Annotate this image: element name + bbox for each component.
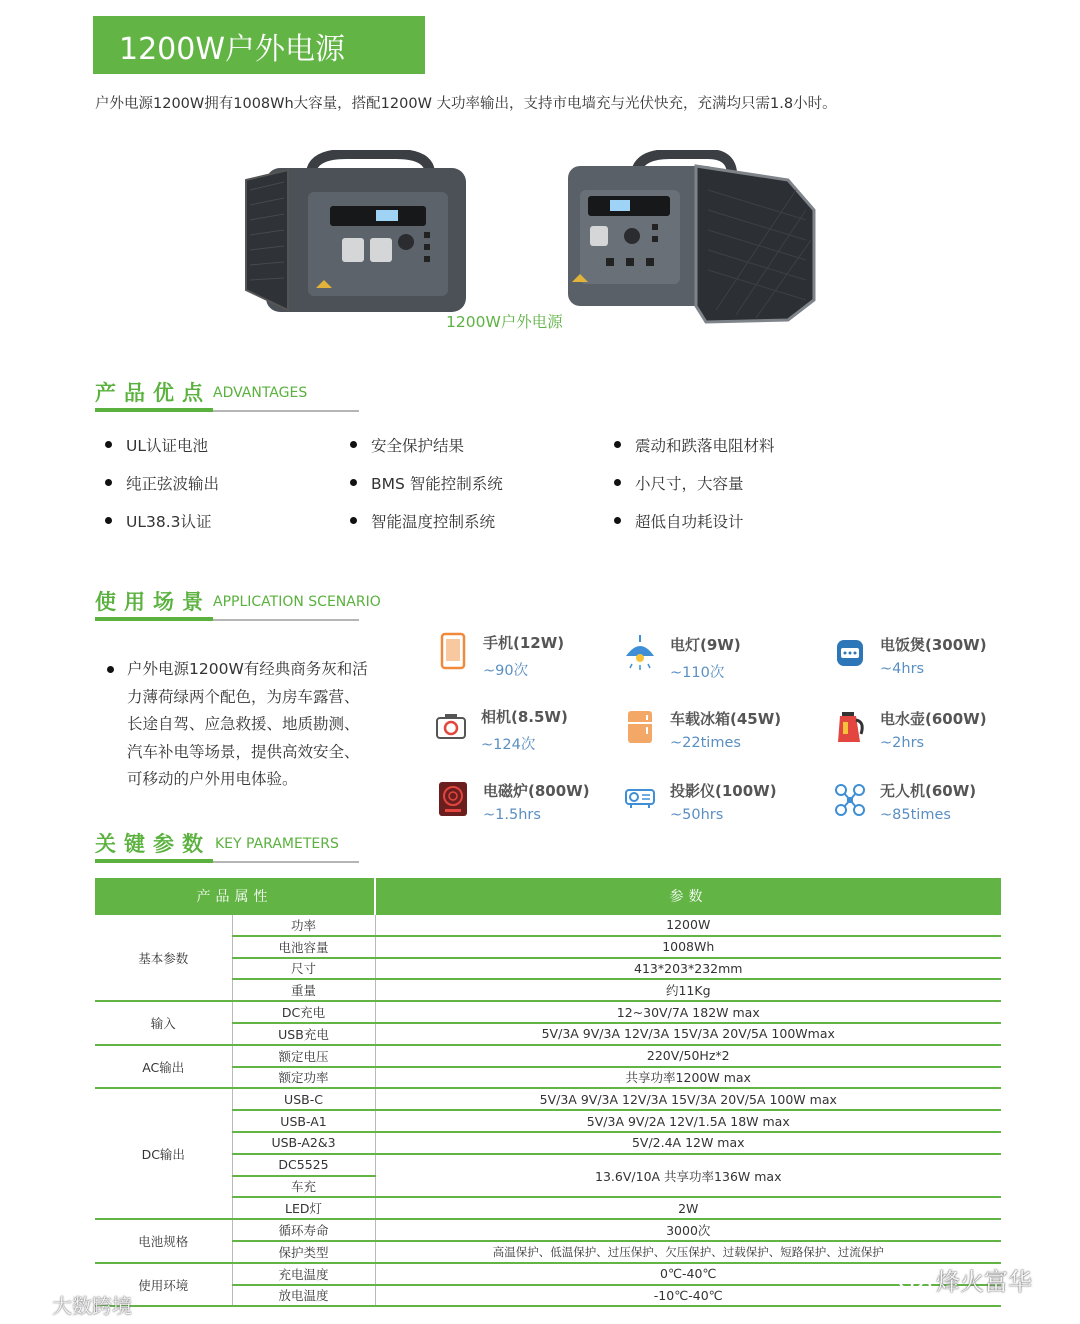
attr-cell: 循环寿命 (232, 1219, 375, 1241)
phone-icon (437, 632, 469, 670)
scenario-heading (95, 586, 381, 626)
advantage-item: UL认证电池 (105, 434, 208, 456)
category-cell: DC输出 (95, 1088, 232, 1219)
attr-cell: USB-A2&3 (232, 1132, 375, 1154)
attr-cell: 电池容量 (232, 936, 375, 958)
table-header-row (95, 878, 1001, 914)
table-row (95, 1263, 1001, 1285)
category-cell: 基本参数 (95, 914, 232, 1001)
scenario-title-en: APPLICATION SCENARIO (213, 594, 381, 610)
attr-cell: 重量 (232, 979, 375, 1001)
table-row (95, 1088, 1001, 1110)
value-cell: 2W (375, 1197, 1001, 1219)
app-item-rice-cooker: 电饭煲(300W) ~4hrs (834, 634, 1014, 684)
table-row (95, 1001, 1001, 1023)
app-item-phone: 手机(12W) ~90次 (437, 632, 617, 682)
table-row (95, 1045, 1001, 1067)
advantage-item: 智能温度控制系统 (350, 510, 495, 532)
scenario-title-cn: 使用场景 (95, 590, 211, 614)
scenario-description: 户外电源1200W有经典商务灰和活 力薄荷绿两个配色，为房车露营、 长途自驾、应急救援、地质勘测、 汽车补电等场景，提供高效安全、 可移动的户外用电体验。 (105, 656, 385, 794)
advantages-title-cn: 产品优点 (95, 381, 211, 405)
advantages-title-en: ADVANTAGES (213, 385, 308, 401)
header-attr: 产品属性 (95, 878, 375, 914)
product-image-side (566, 150, 816, 328)
attr-cell: 充电温度 (232, 1263, 375, 1285)
attr-cell: USB充电 (232, 1023, 375, 1045)
category-cell: 电池规格 (95, 1219, 232, 1263)
header-value: 参数 (375, 878, 1001, 914)
advantage-item: 小尺寸，大容量 (614, 472, 744, 494)
lamp-icon (624, 634, 656, 672)
advantages-heading (95, 377, 359, 417)
attr-cell: 额定电压 (232, 1045, 375, 1067)
title-banner (93, 16, 425, 74)
advantage-item: 震动和跌落电阻材料 (614, 434, 775, 456)
attr-cell: 车充 (232, 1176, 375, 1198)
value-cell: 共享功率1200W max (375, 1067, 1001, 1089)
fridge-icon (624, 708, 656, 746)
camera-icon (435, 706, 467, 744)
app-item-camera: 相机(8.5W) ~124次 (435, 706, 615, 756)
attr-cell: USB-A1 (232, 1110, 375, 1132)
value-cell: 12~30V/7A 182W max (375, 1001, 1001, 1023)
value-cell: 高温保护、低温保护、过压保护、欠压保护、过载保护、短路保护、过流保护 (375, 1241, 1001, 1263)
attr-cell: LED灯 (232, 1197, 375, 1219)
value-cell: 约11Kg (375, 979, 1001, 1001)
table-row (95, 914, 1001, 936)
parameters-heading (95, 828, 359, 868)
attr-cell: DC5525 (232, 1154, 375, 1176)
app-item-induction-cooker: 电磁炉(800W) ~1.5hrs (437, 780, 617, 830)
watermark-logo-icon (8, 1297, 48, 1319)
category-cell: AC输出 (95, 1045, 232, 1089)
app-item-kettle: 电水壶(600W) ~2hrs (834, 708, 1014, 758)
attr-cell: 保护类型 (232, 1241, 375, 1263)
drone-icon (834, 780, 866, 818)
rice-cooker-icon (834, 634, 866, 672)
attr-cell: DC充电 (232, 1001, 375, 1023)
app-item-projector: 投影仪(100W) ~50hrs (624, 780, 804, 830)
advantage-item: 安全保护结果 (350, 434, 464, 456)
value-cell: 1008Wh (375, 936, 1001, 958)
value-cell: 0℃-40℃ (375, 1263, 1001, 1285)
parameters-title-en: KEY PARAMETERS (215, 836, 339, 852)
app-item-drone: 无人机(60W) ~85times (834, 780, 1014, 830)
wechat-icon (898, 1270, 932, 1296)
category-cell: 输入 (95, 1001, 232, 1045)
value-cell: 413*203*232mm (375, 958, 1001, 980)
value-cell: 5V/3A 9V/3A 12V/3A 15V/3A 20V/5A 100W max (375, 1088, 1001, 1110)
attr-cell: 尺寸 (232, 958, 375, 980)
section-rule-accent (95, 859, 213, 863)
watermark-right: 烽火富华 (898, 1262, 1032, 1297)
page-title: 1200W户外电源 (119, 32, 346, 67)
attr-cell: 放电温度 (232, 1285, 375, 1307)
category-cell: 使用环境 (95, 1263, 232, 1307)
section-rule-accent (95, 617, 213, 621)
product-image-front (236, 150, 474, 318)
attr-cell: USB-C (232, 1088, 375, 1110)
induction-cooker-icon (437, 780, 469, 818)
parameters-title-cn: 关键参数 (95, 832, 211, 856)
advantage-item: UL38.3认证 (105, 510, 212, 532)
product-caption: 1200W户外电源 (446, 313, 563, 331)
value-cell: 5V/3A 9V/2A 12V/1.5A 18W max (375, 1110, 1001, 1132)
value-cell: 5V/2.4A 12W max (375, 1132, 1001, 1154)
section-rule-accent (95, 408, 213, 412)
value-cell: 220V/50Hz*2 (375, 1045, 1001, 1067)
attr-cell: 功率 (232, 914, 375, 936)
app-item-fridge: 车载冰箱(45W) ~22times (624, 708, 804, 758)
value-cell: -10℃-40℃ (375, 1285, 1001, 1307)
kettle-icon (834, 708, 866, 746)
app-item-lamp: 电灯(9W) ~110次 (624, 634, 804, 684)
parameters-table (95, 878, 1001, 1307)
watermark-left: 大数跨境 (8, 1290, 132, 1319)
value-cell: 5V/3A 9V/3A 12V/3A 15V/3A 20V/5A 100Wmax (375, 1023, 1001, 1045)
value-cell: 13.6V/10A 共享功率136W max (375, 1154, 1001, 1198)
advantage-item: 纯正弦波输出 (105, 472, 219, 494)
advantage-item: 超低自功耗设计 (614, 510, 744, 532)
projector-icon (624, 780, 656, 818)
value-cell: 3000次 (375, 1219, 1001, 1241)
attr-cell: 额定功率 (232, 1067, 375, 1089)
intro-text: 户外电源1200W拥有1008Wh大容量，搭配1200W 大功率输出，支持市电墙充与光伏快充，充满均只需1.8小时。 (95, 96, 837, 112)
table-row (95, 1219, 1001, 1241)
advantage-item: BMS 智能控制系统 (350, 472, 503, 494)
value-cell: 1200W (375, 914, 1001, 936)
